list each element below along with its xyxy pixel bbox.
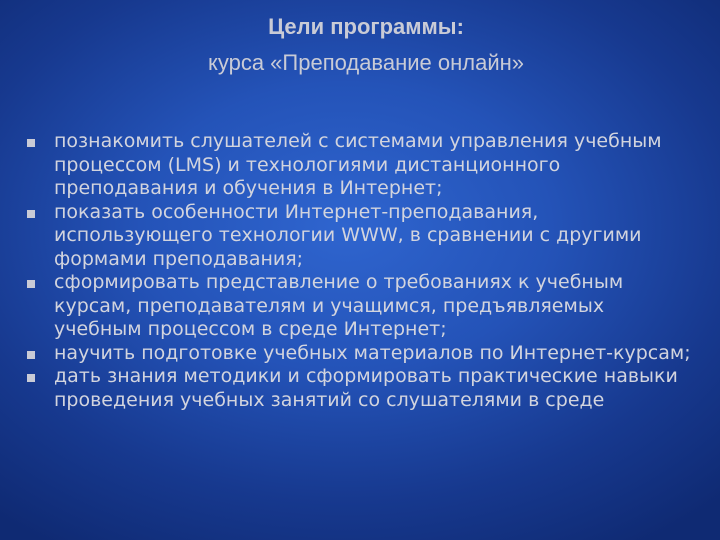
bullet-text: сформировать представление о требованиях к учебным курсам, преподавателям и учащимся, предъявляемых учебным процессом в среде Интернет; <box>54 271 624 340</box>
bullet-text: показать особенности Интернет-преподавания, использующего технологии WWW, в сравнении с другими формами преподавания; <box>54 200 642 270</box>
bullet-text: научить подготовке учебных материалов по Интернет-курсам; <box>54 341 691 364</box>
bullet-item <box>0 342 720 366</box>
title-line-2: курса «Преподавание онлайн» <box>207 50 525 75</box>
bullet-item <box>0 271 720 342</box>
square-bullet-icon <box>27 280 35 288</box>
bullet-text: познакомить слушателей с системами управления учебным процессом (LMS) и технологиями дистанционного преподавания и обучения в Интернет; <box>54 130 662 199</box>
bullet-list <box>0 130 720 412</box>
bullet-item <box>0 130 720 201</box>
square-bullet-icon <box>27 374 35 382</box>
slide-title <box>0 12 720 79</box>
title-line-1: Цели программы: <box>268 14 464 39</box>
square-bullet-icon <box>27 351 35 359</box>
square-bullet-icon <box>27 139 35 147</box>
bullet-item <box>0 365 720 412</box>
bullet-text: дать знания методики и сформировать практические навыки проведения учебных занятий со слушателями в среде <box>54 365 678 411</box>
bullet-item <box>0 201 720 272</box>
square-bullet-icon <box>27 210 35 218</box>
